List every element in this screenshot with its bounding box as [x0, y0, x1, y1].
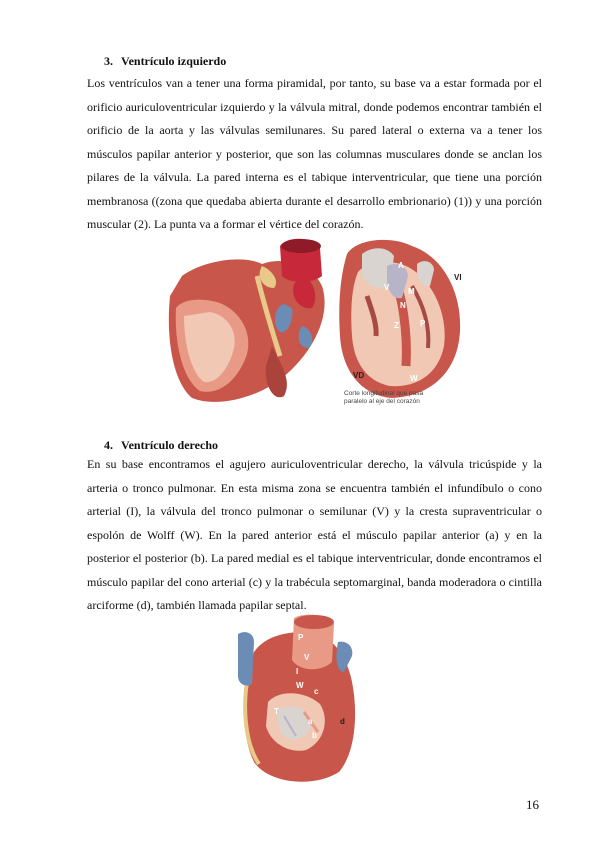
label-w: W — [296, 681, 304, 690]
label-p: P — [298, 633, 304, 642]
figure-caption — [344, 390, 423, 406]
label-d: d — [340, 717, 345, 726]
label-v: V — [384, 283, 390, 292]
label-t: T — [274, 707, 279, 716]
label-m: M — [408, 287, 415, 296]
left-ventricle-figure — [162, 236, 472, 408]
section-heading-4 — [104, 438, 218, 453]
heart-section-illustration — [339, 240, 461, 398]
section-number: 3. — [104, 54, 113, 68]
page-number: 16 — [526, 797, 539, 812]
label-b: b — [312, 731, 317, 740]
section-number: 4. — [104, 438, 113, 452]
right-ventricle-figure — [234, 612, 360, 788]
label-p: P — [420, 319, 426, 328]
section-paragraph-3: Los ventrículos van a tener una forma piramidal, por tanto, su base va a estar formada por el orificio auriculoventricular izquierdo y la válvula mitral, donde podemos encontrar también el orificio de la aorta y las válvulas semilunares. Su pared lateral o externa va a tener los músculos papilar anterior y posterior, que son las columnas musculares donde se anclan los pilares de la válvula. La pared interna es el tabique interventricular, que tiene una porción membranosa ((zona que quedaba abierta durante el desarrollo embrionario) (1)) y una porción muscular (2). La punta va a formar el vértice del corazón. — [87, 76, 542, 231]
section-heading-3 — [104, 54, 226, 69]
label-w: W — [410, 374, 418, 383]
label-z: Z — [394, 321, 399, 330]
caption-line-1: Corte longitudinal que pasa — [344, 390, 424, 397]
heart-external-illustration — [169, 239, 325, 402]
section-title: Ventrículo izquierdo — [121, 54, 227, 68]
section-title: Ventrículo derecho — [121, 438, 218, 452]
label-n: N — [400, 301, 406, 310]
label-a: a — [308, 717, 313, 726]
label-v: V — [304, 653, 310, 662]
label-vi: VI — [454, 273, 462, 282]
label-a: A — [398, 261, 404, 270]
label-i: I — [296, 667, 299, 676]
caption-line-2: paralelo al eje del corazón — [344, 398, 420, 405]
label-vd: VD — [353, 371, 365, 380]
label-c: c — [314, 687, 319, 696]
section-paragraph-4: En su base encontramos el agujero auriculoventricular derecho, la válvula tricúspide y la arteria o tronco pulmonar. En esta misma zona se encuentra también el infundíbulo o cono arterial (I), la válvula del tronco pulmonar o semilunar (V) y la cresta supraventricular o espolón de Wolff (W). En la pared anterior está el músculo papilar anterior (a) y en la posterior el posterior (b). La pared medial es el tabique interventricular, donde encontramos el músculo papilar del cono arterial (c) y la trabécula septomarginal, banda moderadora o cintilla arciforme (d), también llamada papilar septal. — [87, 457, 542, 612]
